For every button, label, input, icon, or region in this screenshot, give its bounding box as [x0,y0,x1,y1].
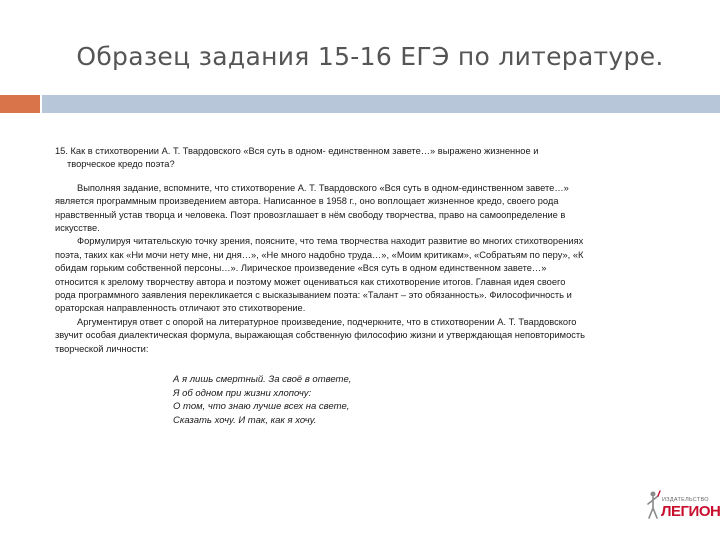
paragraph-line: звучит особая диалектическая формула, выражающая собственную философию жизни и утверждающая неповторимость [55,330,585,341]
paragraph-line: относится к зрелому творчеству автора и поэтому может оцениваться как стихотворение итогов. Главная идея своего [55,276,566,287]
question-line: творческое кредо поэта? [67,159,175,170]
paragraph-line: нравственный устав творца и человека. Поэт провозглашает в нём свободу творчества, право на самоопределение в [55,209,566,220]
publisher-logo [644,490,720,524]
accent-bar-orange [0,95,40,113]
paragraph-line: Аргументируя ответ с опорой на литературное произведение, подчеркните, что в стихотворении А. Т. Твардовского [77,316,577,327]
accent-bar-gray [42,95,720,113]
paragraph-3 [55,316,685,356]
paragraph-2 [55,235,685,315]
logo-publisher-label: ИЗДАТЕЛЬСТВО [662,497,709,503]
poem-line: Я об одном при жизни хлопочу: [173,387,312,399]
paragraph-line: творческой личности: [55,343,149,354]
paragraph-line: Выполняя задание, вспомните, что стихотворение А. Т. Твардовского «Вся суть в одном-единственном завете…» [77,182,569,193]
legion-figure-icon [644,490,662,520]
logo-name: ЛЕГИОН [661,503,720,520]
question [55,145,685,172]
poem-line: Сказать хочу. И так, как я хочу. [173,414,317,426]
paragraph-line: рода программного заявления перекликается с высказыванием поэта: «Талант – это обязанность». Философичность и [55,290,572,301]
task-content [55,145,685,427]
poem-quote [173,373,685,427]
paragraph-line: ораторская направленность отличают это стихотворение. [55,303,306,314]
paragraph-line: является программным произведением автора. Написанное в 1958 г., оно воплощает жизненное кредо, своего рода [55,196,559,207]
paragraph-line: обидам горьким собственной персоны…». Лирическое произведение «Вся суть в одном единственном завете…» [55,263,547,274]
paragraph-line: Формулируя читательскую точку зрения, поясните, что тема творчества находит развитие во многих стихотворениях [77,236,584,247]
question-line: 15. Как в стихотворении А. Т. Твардовского «Вся суть в одном- единственном завете…» выражено жизненное и [55,146,539,156]
paragraph-1 [55,182,685,236]
paragraph-line: поэта, таких как «Ни мочи нету мне, ни дня…», «Не много надобно труда…», «Моим критикам», «Собратьям по перу», «К [55,249,584,260]
poem-line: А я лишь смертный. За своё в ответе, [173,374,352,386]
poem-line: О том, что знаю лучше всех на свете, [173,401,350,413]
slide-title: Образец задания 15-16 ЕГЭ по литературе. [76,42,664,71]
paragraph-line: искусстве. [55,223,100,234]
